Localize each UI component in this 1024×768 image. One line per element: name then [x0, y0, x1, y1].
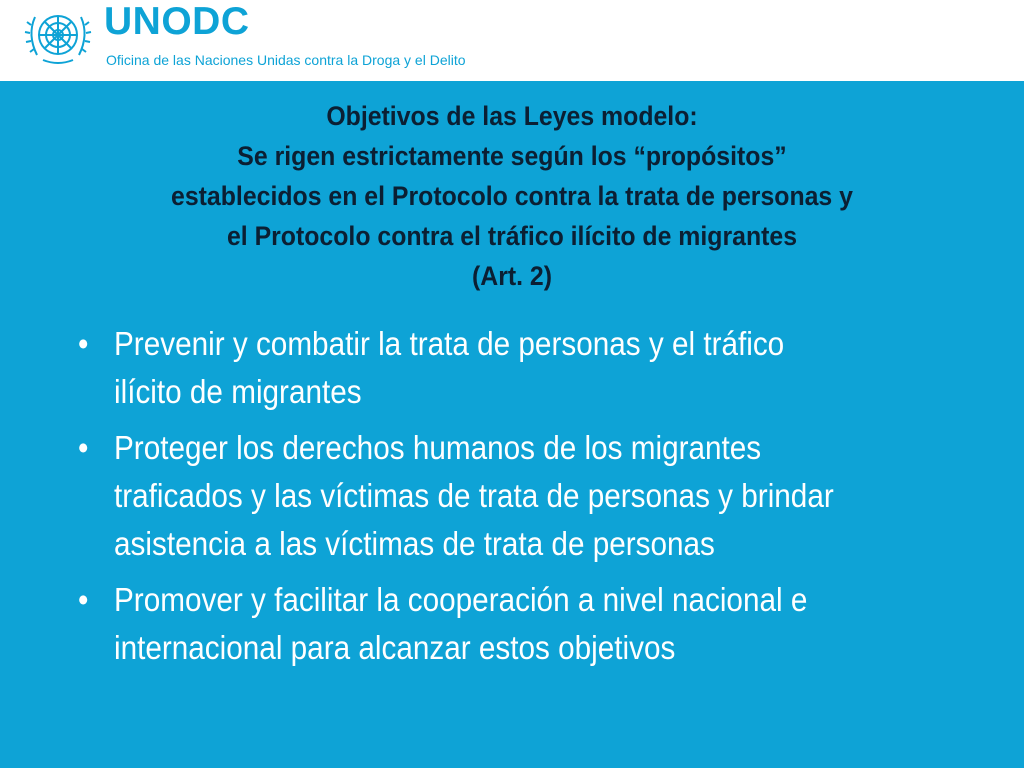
- title-line: Objetivos de las Leyes modelo:: [326, 101, 698, 131]
- bullet-marker: •: [78, 325, 89, 362]
- bullet-list: [78, 320, 958, 680]
- bullet-line: ilícito de migrantes: [114, 373, 362, 410]
- bullet-item-promover: [78, 576, 996, 672]
- slide-title: [96, 96, 928, 296]
- title-line: (Art. 2): [471, 261, 553, 291]
- bullet-line: asistencia a las víctimas de trata de personas: [114, 525, 715, 562]
- brand-logo-text: UNODC: [104, 0, 250, 43]
- bullet-line: Promover y facilitar la cooperación a nivel nacional e: [114, 581, 808, 618]
- bullet-line: traficados y las víctimas de trata de personas y brindar: [114, 477, 834, 514]
- title-line: establecidos en el Protocolo contra la trata de personas y: [171, 181, 853, 211]
- bullet-line: internacional para alcanzar estos objetivos: [114, 629, 676, 666]
- brand-tagline: Oficina de las Naciones Unidas contra la Droga y el Delito: [106, 52, 466, 68]
- bullet-marker: •: [78, 581, 89, 618]
- bullet-line: Proteger los derechos humanos de los migrantes: [114, 429, 762, 466]
- bullet-marker: •: [78, 429, 89, 466]
- un-emblem-icon: [23, 5, 93, 67]
- bullet-item-proteger: [78, 424, 996, 568]
- title-line: el Protocolo contra el tráfico ilícito de migrantes: [226, 221, 798, 251]
- header-bar: [0, 0, 1024, 81]
- title-line: Se rigen estrictamente según los “propósitos”: [237, 141, 787, 171]
- bullet-line: Prevenir y combatir la trata de personas y el tráfico: [114, 325, 785, 362]
- bullet-item-prevenir: [78, 320, 996, 416]
